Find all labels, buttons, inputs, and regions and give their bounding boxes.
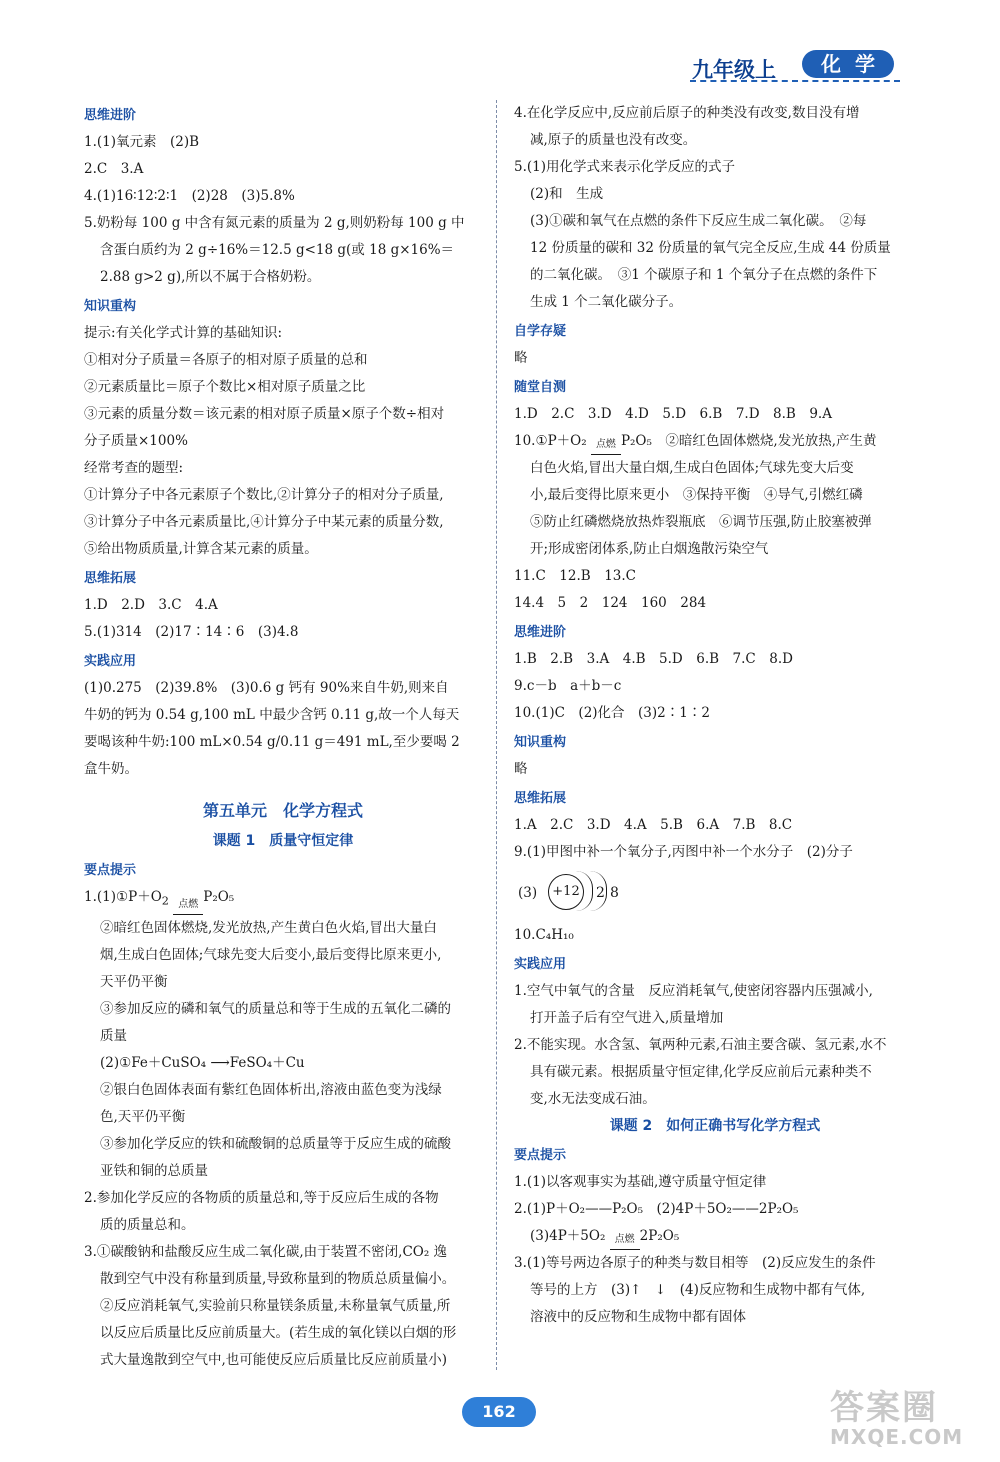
answer-line: (1)0.275 (2)39.8% (3)0.6 g 钙有 90%来自牛奶,则来自	[84, 680, 449, 696]
answer-line: 小,最后变得比原来更小 ③保持平衡 ④导气,引燃红磷	[530, 487, 863, 503]
equation-right: 2P₂O₅	[639, 1228, 680, 1244]
reaction-arrow: 点燃	[610, 1232, 640, 1250]
equation-left: 10.①P＋O₂	[514, 433, 587, 449]
shell-2-electrons: 8	[610, 885, 619, 901]
answer-line: 分子质量×100%	[84, 433, 188, 449]
equation-line	[514, 428, 916, 455]
answer-line: 5.(1)314 (2)17∶14∶6 (3)4.8	[84, 624, 299, 640]
answer-line: 1.D 2.D 3.C 4.A	[84, 597, 218, 613]
section-title: 实践应用	[84, 654, 137, 669]
section-title: 要点提示	[514, 1148, 567, 1163]
equation-left: (3)4P＋5O₂	[530, 1228, 606, 1244]
right-column	[514, 100, 916, 1331]
section-title: 知识重构	[84, 299, 137, 314]
answer-line: 2.88 g>2 g),所以不属于合格奶粉。	[100, 269, 321, 285]
answer-line: 3.①碳酸钠和盐酸反应生成二氧化碳,由于装置不密闭,CO₂ 逸	[84, 1243, 448, 1260]
answer-line: ③参加反应的磷和氧气的质量总和等于生成的五氧化二磷的	[100, 1000, 451, 1017]
atom-label: (3)	[518, 885, 538, 901]
answer-line: 2.不能实现。水含氢、氧两种元素,石油主要含碳、氢元素,水不	[514, 1037, 887, 1053]
equation-line	[84, 884, 482, 915]
answer-line: 4.(1)16∶12∶2∶1 (2)28 (3)5.8%	[84, 188, 295, 204]
answer-line: 2.参加化学反应的各物质的质量总和,等于反应后生成的各物	[84, 1189, 439, 1206]
column-divider	[496, 100, 497, 1370]
answer-line: 白色火焰,冒出大量白烟,生成白色固体;气球先变大后变	[530, 460, 854, 476]
answer-line: 9.(1)甲图中补一个氧分子,丙图中补一个水分子 (2)分子	[514, 844, 853, 860]
page-number: 162	[462, 1397, 536, 1427]
page-header	[680, 44, 920, 84]
lesson-title: 课题 1 质量守恒定律	[212, 833, 354, 849]
section-title: 自学存疑	[514, 324, 567, 339]
answer-line: 散到空气中没有称量到质量,导致称量到的物质总质量偏小。	[100, 1270, 456, 1287]
answer-line: 略	[514, 761, 528, 777]
answer-line: 1.A 2.C 3.D 4.A 5.B 6.A 7.B 8.C	[514, 817, 793, 833]
answer-line: ⑤防止红磷燃烧放热炸裂瓶底 ⑥调节压强,防止胶塞被弹	[530, 514, 872, 530]
answer-line: 10.(1)C (2)化合 (3)2∶1∶2	[514, 705, 710, 721]
answer-line: ③元素的质量分数＝该元素的相对原子质量×原子个数÷相对	[84, 406, 445, 422]
lesson-title: 课题 2 如何正确书写化学方程式	[609, 1118, 821, 1134]
answer-line: 式大量逸散到空气中,也可能使反应后质量比反应前质量小)	[100, 1351, 448, 1368]
answer-line: 1.B 2.B 3.A 4.B 5.D 6.B 7.C 8.D	[514, 651, 793, 667]
section-title: 要点提示	[84, 863, 137, 878]
answer-line: 9.c－b a＋b－c	[514, 678, 622, 694]
answer-line: 5.(1)用化学式来表示化学反应的式子	[514, 159, 736, 175]
answer-line: ②反应消耗氧气,实验前只称量镁条质量,未称量氧气质量,所	[100, 1297, 451, 1314]
subject-badge: 化学	[802, 50, 894, 78]
answer-line: (3)①碳和氧气在点燃的条件下反应生成二氧化碳。 ②每	[530, 213, 867, 229]
unit-title: 第五单元 化学方程式	[202, 801, 363, 820]
answer-line: 亚铁和铜的总质量	[100, 1162, 208, 1179]
answer-line: 开;形成密闭体系,防止白烟逸散污染空气	[530, 541, 769, 557]
answer-line: 5.奶粉每 100 g 中含有氮元素的质量为 2 g,则奶粉每 100 g 中	[84, 215, 465, 231]
answer-line: 10.C₄H₁₀	[514, 927, 574, 943]
answer-line: 打开盖子后有空气进入,质量增加	[530, 1010, 724, 1026]
answer-line: 4.在化学反应中,反应前后原子的种类没有改变,数目没有增	[514, 105, 860, 121]
atom-structure-diagram	[514, 866, 916, 922]
section-title: 思维进阶	[84, 108, 137, 123]
subscript: 2	[161, 894, 169, 908]
section-title: 思维拓展	[84, 571, 137, 586]
watermark-domain: MXQE.COM	[830, 1425, 964, 1449]
answer-line: 等号的上方 (3)↑ ↓ (4)反应物和生成物中都有气体,	[530, 1282, 866, 1298]
answer-line: 色,天平仍平衡	[100, 1108, 186, 1125]
reaction-arrow: 点燃	[173, 897, 203, 915]
section-title: 知识重构	[514, 735, 567, 750]
answer-line: 1.(1)以客观事实为基础,遵守质量守恒定律	[514, 1174, 767, 1190]
answer-line: 3.(1)等号两边各原子的种类与数目相等 (2)反应发生的条件	[514, 1255, 876, 1271]
answer-line: 2.C 3.A	[84, 161, 144, 177]
answer-line: 含蛋白质约为 2 g÷16%＝12.5 g<18 g(或 18 g×16%＝	[100, 242, 455, 258]
answer-line: ②暗红色固体燃烧,发光放热,产生黄白色火焰,冒出大量白	[100, 919, 437, 936]
reaction-arrow: 点燃	[591, 437, 621, 455]
answer-line: 烟,生成白色固体;气球先变大后变小,最后变得比原来更小,	[100, 946, 442, 963]
answer-line: 2.(1)P＋O₂——P₂O₅ (2)4P＋5O₂——2P₂O₅	[514, 1201, 799, 1217]
answer-line: 1.D 2.C 3.D 4.D 5.D 6.B 7.D 8.B 9.A	[514, 406, 832, 422]
atom-nucleus: +12	[548, 874, 584, 910]
answer-line: ③计算分子中各元素质量比,④计算分子中某元素的质量分数,	[84, 514, 444, 530]
answer-line: 天平仍平衡	[100, 973, 168, 990]
answer-line: 的二氧化碳。 ③1 个碳原子和 1 个氧分子在点燃的条件下	[530, 267, 878, 283]
answer-line: 要喝该种牛奶:100 mL×0.54 g/0.11 g＝491 mL,至少要喝 2	[84, 734, 460, 750]
answer-line: (2)①Fe＋CuSO₄ ⟶FeSO₄＋Cu	[100, 1054, 305, 1071]
shell-1-electrons: 2	[596, 885, 605, 901]
answer-line: 生成 1 个二氧化碳分子。	[530, 294, 683, 310]
answer-line: 减,原子的质量也没有改变。	[530, 132, 697, 148]
equation-right: P₂O₅ ②暗红色固体燃烧,发光放热,产生黄	[620, 433, 877, 449]
answer-line: 略	[514, 350, 528, 366]
answer-line: 12 份质量的碳和 32 份质量的氧气完全反应,生成 44 份质量	[530, 240, 891, 256]
answer-line: 14.4 5 2 124 160 284	[514, 595, 707, 611]
answer-line: 经常考查的题型:	[84, 460, 184, 476]
answer-line: 11.C 12.B 13.C	[514, 568, 636, 584]
answer-line: 以反应后质量比反应前质量大。(若生成的氧化镁以白烟的形	[100, 1324, 457, 1341]
answer-line: 质的质量总和。	[100, 1216, 195, 1233]
answer-line: 具有碳元素。根据质量守恒定律,化学反应前后元素种类不	[530, 1064, 872, 1080]
answer-line: 牛奶的钙为 0.54 g,100 mL 中最少含钙 0.11 g,故一个人每天	[84, 707, 460, 723]
answer-line: 溶液中的反应物和生成物中都有固体	[530, 1309, 746, 1325]
answer-line: ②银白色固体表面有紫红色固体析出,溶液由蓝色变为浅绿	[100, 1081, 442, 1098]
answer-line: 1.空气中氧气的含量 反应消耗氧气,使密闭容器内压强减小,	[514, 983, 873, 999]
answer-line: 盒牛奶。	[84, 761, 138, 777]
answer-line: 质量	[100, 1027, 127, 1044]
grade-label: 九年级上	[692, 58, 776, 82]
section-title: 随堂自测	[514, 380, 567, 395]
watermark-text: 答案圈	[830, 1388, 938, 1428]
answer-line: 提示:有关化学式计算的基础知识:	[84, 325, 283, 341]
answer-line: (2)和 生成	[530, 186, 604, 202]
section-title: 思维进阶	[514, 625, 567, 640]
answer-line: ②元素质量比＝原子个数比×相对原子质量之比	[84, 379, 366, 395]
watermark-logo	[830, 1380, 990, 1460]
equation-line	[514, 1223, 916, 1250]
answer-line: 变,水无法变成石油。	[530, 1091, 656, 1107]
header-underline	[690, 80, 900, 82]
answer-line: ①相对分子质量＝各原子的相对原子质量的总和	[84, 352, 368, 368]
section-title: 实践应用	[514, 957, 567, 972]
answer-line: ⑤给出物质质量,计算含某元素的质量。	[84, 541, 318, 557]
left-column	[84, 100, 482, 1374]
answer-line: ①计算分子中各元素原子个数比,②计算分子的相对分子质量,	[84, 487, 444, 503]
equation-right: P₂O₅	[203, 889, 235, 905]
answer-line: ③参加化学反应的铁和硫酸铜的总质量等于反应生成的硫酸	[100, 1135, 451, 1152]
equation-left: 1.(1)①P＋O	[84, 889, 162, 905]
section-title: 思维拓展	[514, 791, 567, 806]
answer-line: 1.(1)氧元素 (2)B	[84, 134, 200, 150]
